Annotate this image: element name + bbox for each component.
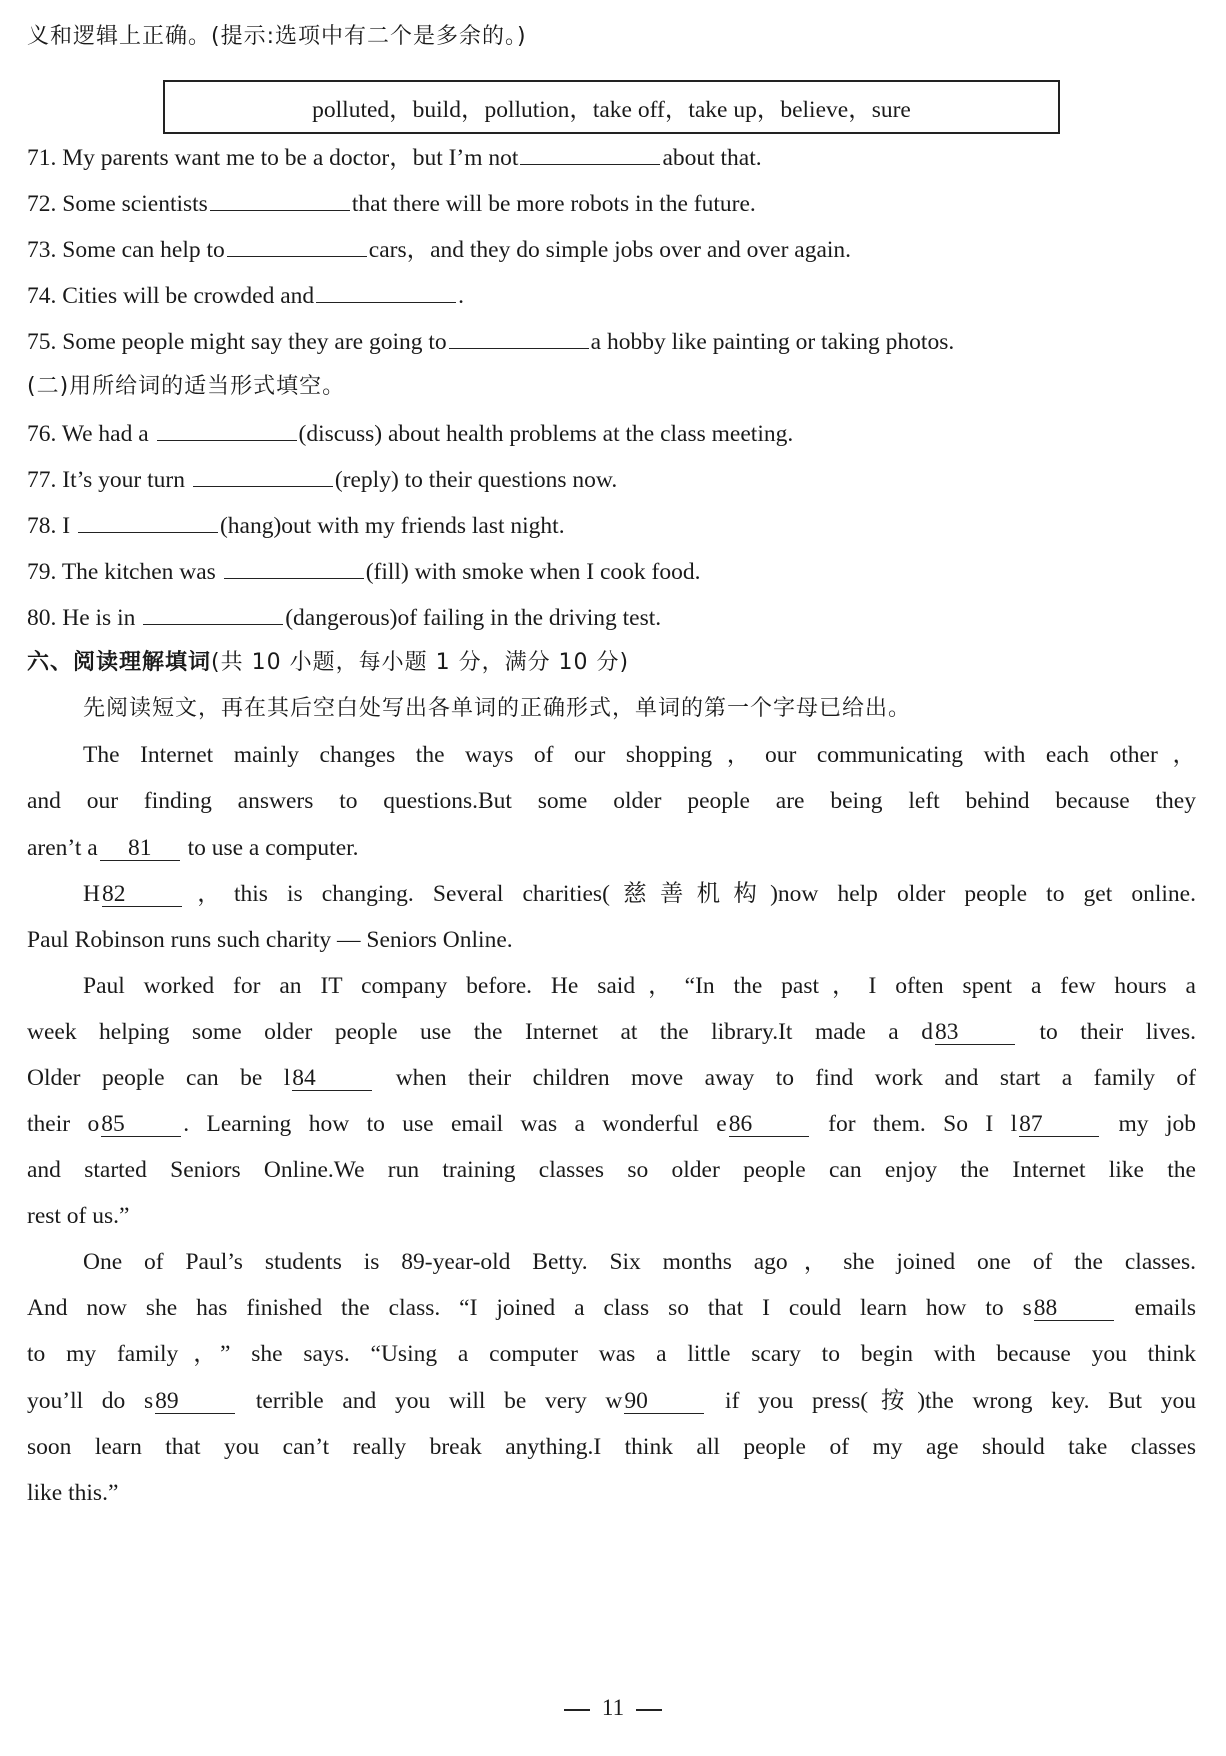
question-text: a hobby like painting or taking photos. — [590, 329, 955, 355]
passage-line — [27, 1386, 1196, 1416]
passage-text: Older people can be l — [27, 1065, 291, 1091]
question-71 — [27, 142, 1196, 173]
question-text: (discuss) about health problems at the class meeting. — [298, 421, 794, 447]
question-75 — [27, 326, 1196, 357]
blank-81[interactable]: 81 — [100, 836, 180, 861]
answer-blank[interactable] — [316, 280, 456, 303]
blank-85[interactable]: 85 — [101, 1112, 181, 1137]
answer-blank[interactable] — [227, 234, 367, 257]
section-heading-title: 六、阅读理解填词 — [27, 650, 212, 675]
question-text: (reply) to their questions now. — [334, 467, 618, 493]
answer-blank[interactable] — [157, 418, 297, 441]
section-heading — [27, 648, 1196, 678]
passage-text: to use a computer. — [181, 835, 359, 861]
question-76 — [27, 418, 1196, 449]
question-number: 72. — [27, 191, 57, 217]
question-number: 73. — [27, 237, 57, 263]
question-73 — [27, 234, 1196, 265]
passage-text: when their children move away to find work and start a family of — [374, 1065, 1197, 1091]
answer-blank[interactable] — [449, 326, 589, 349]
blank-89[interactable]: 89 — [155, 1389, 235, 1414]
question-text: He is in — [56, 605, 142, 631]
page-number-text: 11 — [601, 1695, 625, 1720]
passage-line: and started Seniors Online.We run training classes so older people can enjoy the Internet like the — [27, 1157, 1196, 1183]
answer-blank[interactable] — [210, 188, 350, 211]
question-text: I — [56, 513, 76, 539]
passage-line — [27, 1017, 1196, 1047]
question-number: 77. — [27, 467, 57, 493]
question-77 — [27, 464, 1196, 495]
passage-text: for them. So I l — [810, 1111, 1018, 1137]
answer-blank[interactable] — [78, 510, 218, 533]
question-number: 78. — [27, 513, 57, 539]
blank-88[interactable]: 88 — [1034, 1296, 1114, 1321]
passage-text: H — [83, 881, 100, 907]
question-text: cars，and they do simple jobs over and over again. — [368, 237, 852, 263]
passage-line — [27, 1109, 1196, 1139]
passage-text: And now she has finished the class. “I joined a class so that I could learn how to s — [27, 1295, 1032, 1321]
passage-line: and our finding answers to questions.But some older people are being left behind because they — [27, 788, 1196, 814]
question-text: . — [458, 283, 465, 309]
question-text: The kitchen was — [56, 559, 222, 585]
section-title: (二)用所给词的适当形式填空。 — [27, 374, 346, 399]
passage-line: rest of us.” — [27, 1203, 130, 1229]
passage-text: . Learning how to use email was a wonderful e — [183, 1111, 727, 1137]
passage-text: week helping some older people use the Internet at the library.It made a d — [27, 1019, 933, 1045]
passage-text: emails — [1115, 1295, 1197, 1321]
question-number: 75. — [27, 329, 57, 355]
passage-text: my job — [1101, 1111, 1196, 1137]
word-bank: polluted，build，pollution，take off，take up，believe，sure — [312, 97, 911, 123]
question-text: We had a — [56, 421, 155, 447]
page-number — [0, 1695, 1226, 1721]
word-bank-box — [163, 80, 1060, 134]
passage-text: ，this is changing. Several charities(慈善机构)now help older people to get online. — [183, 881, 1196, 907]
question-text: (hang)out with my friends last night. — [219, 513, 565, 539]
question-text: (dangerous)of failing in the driving test. — [285, 605, 662, 631]
blank-84[interactable]: 84 — [292, 1066, 372, 1091]
passage-line: to my family，” she says. “Using a computer was a little scary to begin with because you think — [27, 1341, 1196, 1367]
top-instruction: 义和逻辑上正确。(提示:选项中有二个是多余的。) — [27, 24, 527, 49]
passage-line — [27, 1293, 1196, 1323]
question-text: Some can help to — [56, 237, 225, 263]
blank-83[interactable]: 83 — [935, 1020, 1015, 1045]
passage-text: you’ll do s — [27, 1388, 154, 1414]
question-text: My parents want me to be a doctor，but I’m not — [56, 145, 519, 171]
passage-text: if you press(按)the wrong key. But you — [706, 1388, 1197, 1414]
question-80 — [27, 602, 1196, 633]
passage-text: aren’t a — [27, 835, 98, 861]
passage-line: Paul worked for an IT company before. He said，“In the past，I often spent a few hours a — [83, 973, 1196, 999]
question-text: It’s your turn — [56, 467, 191, 493]
blank-82[interactable]: 82 — [102, 882, 182, 907]
passage-line: soon learn that you can’t really break anything.I think all people of my age should take classes — [27, 1434, 1196, 1460]
passage-line — [27, 833, 1196, 863]
question-number: 80. — [27, 605, 57, 631]
answer-blank[interactable] — [193, 464, 333, 487]
question-text: (fill) with smoke when I cook food. — [365, 559, 701, 585]
blank-86[interactable]: 86 — [729, 1112, 809, 1137]
question-text: Some people might say they are going to — [56, 329, 447, 355]
passage-text: to their lives. — [1016, 1019, 1196, 1045]
question-text: Some scientists — [56, 191, 208, 217]
question-74 — [27, 280, 1196, 311]
question-number: 79. — [27, 559, 57, 585]
passage-line: like this.” — [27, 1480, 119, 1506]
section-heading-note: (共 10 小题，每小题 1 分，满分 10 分) — [211, 650, 630, 675]
passage-line: The Internet mainly changes the ways of our shopping，our communicating with each other， — [83, 742, 1196, 768]
passage-text: their o — [27, 1111, 100, 1137]
passage-line: One of Paul’s students is 89-year-old Betty. Six months ago，she joined one of the classes. — [83, 1249, 1196, 1275]
dash-right — [636, 1709, 662, 1711]
question-78 — [27, 510, 1196, 541]
blank-90[interactable]: 90 — [624, 1389, 704, 1414]
question-72 — [27, 188, 1196, 219]
question-number: 74. — [27, 283, 57, 309]
passage-text: terrible and you will be very w — [237, 1388, 623, 1414]
answer-blank[interactable] — [224, 556, 364, 579]
passage-line — [83, 879, 1196, 909]
question-text: about that. — [662, 145, 762, 171]
answer-blank[interactable] — [143, 602, 283, 625]
answer-blank[interactable] — [520, 142, 660, 165]
question-text: Cities will be crowded and — [56, 283, 315, 309]
question-number: 71. — [27, 145, 57, 171]
reading-instruction: 先阅读短文，再在其后空白处写出各单词的正确形式，单词的第一个字母已给出。 — [83, 696, 912, 721]
question-79 — [27, 556, 1196, 587]
question-number: 76. — [27, 421, 57, 447]
blank-87[interactable]: 87 — [1019, 1112, 1099, 1137]
passage-line — [27, 1063, 1196, 1093]
passage-line: Paul Robinson runs such charity — Seniors Online. — [27, 927, 513, 953]
dash-left — [564, 1709, 590, 1711]
question-text: that there will be more robots in the future. — [351, 191, 756, 217]
